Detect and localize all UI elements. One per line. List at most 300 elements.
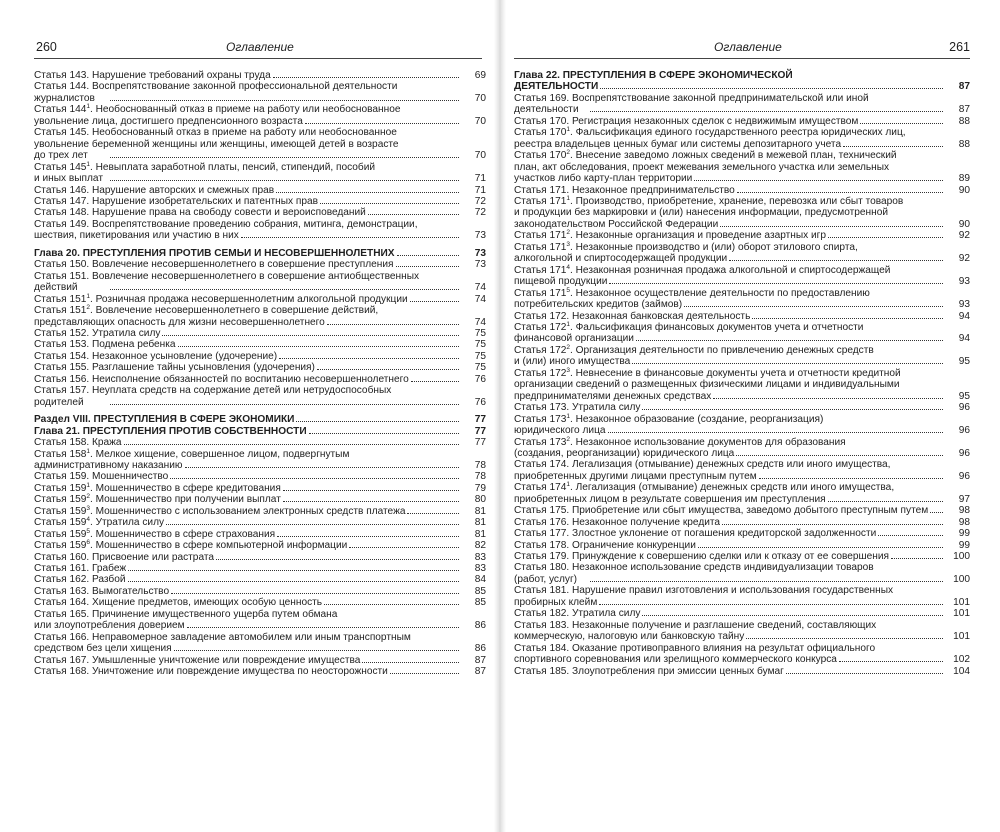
- dot-leader: [283, 490, 459, 491]
- toc-entry[interactable]: [34, 339, 486, 350]
- toc-entry-title-line: Статья 178. Ограничение конкуренции: [514, 539, 696, 551]
- toc-entry-title-line: Статья 145. Необоснованный отказ в приеме на работу или необоснованное: [34, 127, 397, 139]
- toc-chapter-heading[interactable]: [514, 70, 970, 93]
- toc-entry-title-line: Статья 185. Злоупотребления при эмиссии ценных бумаг: [514, 665, 784, 677]
- toc-entry-title-line: потребительских кредитов (займов): [514, 299, 683, 311]
- toc-entry[interactable]: [514, 585, 970, 608]
- toc-entry-title-line: Статья 172. Незаконная банковская деятельность: [514, 310, 751, 322]
- toc-page-number: 70: [474, 150, 486, 162]
- toc-entry-title-line: приобретенных лицом в результате совершения им преступления: [514, 493, 826, 505]
- toc-page-number: 71: [474, 184, 486, 196]
- dot-leader: [349, 547, 459, 548]
- toc-entry[interactable]: [514, 288, 970, 311]
- toc-entry-title-line: юридического лица: [514, 425, 606, 437]
- toc-entry[interactable]: [34, 529, 486, 540]
- toc-page-number: 92: [958, 230, 970, 242]
- dot-leader: [878, 535, 943, 536]
- toc-entry[interactable]: [514, 230, 970, 241]
- toc-entry-title-line: Статья $171^2$. Незаконные организация и проведение азартных игр: [514, 229, 826, 242]
- dot-leader: [608, 432, 944, 433]
- toc-entry-title-line: Статья 152. Утратила силу: [34, 327, 161, 339]
- dot-leader: [317, 369, 459, 370]
- toc-page-number: 98: [958, 516, 970, 528]
- toc-entry[interactable]: [34, 540, 486, 551]
- toc-entry-title-line: Статья $171^3$. Незаконные производство и (или) оборот этилового спирта,: [514, 240, 858, 253]
- toc-entry-title-line: Статья $159^2$. Мошенничество при получении выплат: [34, 493, 281, 506]
- toc-entry[interactable]: [34, 506, 486, 517]
- toc-page-number: 99: [958, 528, 970, 540]
- toc-entry[interactable]: [34, 219, 486, 242]
- toc-entry[interactable]: Статья 144. Воспрепятствование законной профессиональной деятельности журналистов 70: [34, 81, 486, 104]
- dot-leader: [752, 318, 943, 319]
- toc-page-number: 78: [474, 459, 486, 471]
- toc-entry-title-line: Статья 177. Злостное уклонение от погашения кредиторской задолженности: [514, 528, 877, 540]
- toc-entry[interactable]: [514, 414, 970, 437]
- page-number: 261: [949, 40, 970, 54]
- toc-entry[interactable]: [514, 322, 970, 345]
- dot-leader: [632, 363, 943, 364]
- toc-page-number: 101: [953, 608, 970, 620]
- toc-page-number: 80: [474, 494, 486, 506]
- toc-entry[interactable]: [34, 449, 486, 472]
- toc-page-number: 84: [474, 574, 486, 586]
- right-page: [504, 0, 1000, 832]
- dot-leader: [320, 203, 459, 204]
- toc-page-number: 96: [958, 425, 970, 437]
- toc-entry[interactable]: [34, 666, 486, 677]
- toc-entry[interactable]: [514, 185, 970, 196]
- dot-leader: [642, 615, 943, 616]
- dot-leader: [390, 673, 459, 674]
- toc-entry-title-line: Статья $172^2$. Организация деятельности по привлечению денежных средств: [514, 343, 874, 356]
- toc-entry-title-line: Статья 151. Вовлечение несовершеннолетнего в совершение антиобщественных: [34, 270, 420, 282]
- toc-entry-title-line: Статья $170^2$. Внесение заведомо ложных сведений в межевой план, технический: [514, 149, 897, 162]
- toc-page-number: 87: [474, 666, 486, 678]
- dot-leader: [684, 306, 943, 307]
- toc-page-number: 79: [474, 482, 486, 494]
- toc-entry[interactable]: [514, 517, 970, 528]
- toc-entry-title-line: Статья 150. Вовлечение несовершеннолетнего в совершение преступления: [34, 259, 394, 271]
- dot-leader: [736, 455, 943, 456]
- running-title: Оглавление: [226, 40, 294, 54]
- toc-page-number: 76: [474, 396, 486, 408]
- toc-entry[interactable]: [514, 620, 970, 643]
- dot-leader: [737, 192, 943, 193]
- toc-entry-title-line: Статья $174^1$. Легализация (отмывание) денежных средств или иного имущества,: [514, 481, 895, 494]
- dot-leader: [411, 381, 459, 382]
- table-of-contents: [34, 70, 486, 678]
- dot-leader: [828, 501, 943, 502]
- toc-entry[interactable]: [34, 207, 486, 218]
- toc-entry[interactable]: [514, 116, 970, 127]
- toc-page-number: 102: [953, 654, 970, 666]
- running-title: Оглавление: [714, 40, 782, 54]
- toc-page-number: 81: [474, 505, 486, 517]
- toc-entry-title-line: Статья 167. Умышленные уничтожение или повреждение имущества: [34, 654, 361, 666]
- toc-entry-title-line: Статья 157. Неуплата средств на содержание детей или нетрудоспособных: [34, 385, 392, 397]
- dot-leader: [609, 283, 943, 284]
- toc-entry-title-line: или злоупотребления доверием: [34, 620, 185, 632]
- toc-page-number: 73: [474, 247, 486, 259]
- toc-entry[interactable]: Статья 157. Неуплата средств на содержание детей или нетрудоспособных родителей 76: [34, 385, 486, 408]
- toc-entry-title-line: ДЕЯТЕЛЬНОСТИ: [514, 81, 599, 93]
- dot-leader: [642, 409, 943, 410]
- dot-leader: [241, 237, 459, 238]
- toc-page-number: 87: [958, 81, 970, 93]
- dot-leader: [729, 260, 943, 261]
- toc-page-number: 86: [474, 620, 486, 632]
- toc-page-number: 72: [474, 195, 486, 207]
- toc-entry-title-line: Статья $159^5$. Мошенничество в сфере страхования: [34, 527, 276, 540]
- toc-entry-title-line: Статья 180. Незаконное использование средств индивидуализации товаров: [514, 562, 874, 574]
- toc-entry-title-line: Статья $158^1$. Мелкое хищение, совершенное лицом, подвергнутым: [34, 447, 350, 460]
- toc-entry-title-line: Глава 21. ПРЕСТУПЛЕНИЯ ПРОТИВ СОБСТВЕННОСТИ: [34, 425, 307, 437]
- toc-entry-title-line: Статья 164. Хищение предметов, имеющих особую ценность: [34, 597, 323, 609]
- dot-leader: [185, 467, 460, 468]
- toc-entry[interactable]: [514, 551, 970, 562]
- toc-entry[interactable]: [514, 482, 970, 505]
- toc-entry[interactable]: [514, 528, 970, 539]
- toc-entry-title-line: административному наказанию: [34, 459, 183, 471]
- toc-page-number: 94: [958, 310, 970, 322]
- left-page: [0, 0, 496, 832]
- toc-entry-title-line: Статья 154. Незаконное усыновление (удочерение): [34, 350, 278, 362]
- toc-page-number: 85: [474, 597, 486, 609]
- toc-entry-title-line: Статья 175. Приобретение или сбыт имущества, заведомо добытого преступным путем: [514, 505, 929, 517]
- dot-leader: [786, 673, 943, 674]
- dot-leader: [368, 214, 459, 215]
- toc-entry-title-line: Статья 156. Неисполнение обязанностей по воспитанию несовершеннолетнего: [34, 373, 409, 385]
- toc-page-number: 69: [474, 70, 486, 81]
- dot-leader: [283, 501, 459, 502]
- dot-leader: [187, 627, 459, 628]
- dot-leader: [930, 512, 943, 513]
- toc-entry[interactable]: [34, 597, 486, 608]
- toc-entry[interactable]: [34, 294, 486, 305]
- toc-entry-title-line: Статья $159^1$. Мошенничество в сфере кредитования: [34, 481, 281, 494]
- toc-entry[interactable]: [34, 517, 486, 528]
- dot-leader: [759, 478, 943, 479]
- toc-entry-title-line: Статья 174. Легализация (отмывание) денежных средств или иного имущества,: [514, 459, 891, 471]
- toc-entry-title-line: увольнение беременной женщины или женщины, имеющей детей в возрасте: [34, 138, 399, 150]
- toc-entry-title-line: Статья 143. Нарушение требований охраны труда: [34, 70, 271, 81]
- dot-leader: [327, 324, 459, 325]
- dot-leader: [694, 180, 943, 181]
- toc-entry[interactable]: [514, 311, 970, 322]
- toc-entry[interactable]: [34, 632, 486, 655]
- toc-page-number: 89: [958, 173, 970, 185]
- toc-entry[interactable]: [34, 196, 486, 207]
- toc-page-number: 93: [958, 299, 970, 311]
- toc-page-number: 75: [474, 327, 486, 339]
- toc-entry-title-line: и продукции без маркировки и (или) нанесения информации, предусмотренной: [514, 207, 888, 219]
- toc-entry[interactable]: [34, 437, 486, 448]
- dot-leader: [178, 346, 459, 347]
- toc-page-number: 92: [958, 253, 970, 265]
- toc-page-number: 88: [958, 138, 970, 150]
- toc-page-number: 88: [958, 115, 970, 127]
- dot-leader: [722, 524, 943, 525]
- toc-entry-title-line: Статья $159^3$. Мошенничество с использованием электронных средств платежа: [34, 504, 406, 517]
- toc-entry-title-line: коммерческую, налоговую или банковскую тайну: [514, 631, 745, 643]
- dot-leader: [720, 226, 943, 227]
- toc-entry[interactable]: [514, 196, 970, 230]
- toc-entry[interactable]: [34, 574, 486, 585]
- toc-page-number: 77: [474, 414, 486, 426]
- toc-page-number: 74: [474, 282, 486, 294]
- toc-page-number: 96: [958, 470, 970, 482]
- toc-entry-title-line: Статья $159^6$. Мошенничество в сфере компьютерной информации: [34, 539, 348, 552]
- toc-page-number: 75: [474, 339, 486, 351]
- toc-entry-title-line: средством без цели хищения: [34, 643, 172, 655]
- dot-leader: [410, 301, 459, 302]
- toc-entry-title-line: алкогольной и спиртосодержащей продукции: [514, 253, 728, 265]
- toc-entry-title-line: Статья 182. Утратила силу: [514, 608, 641, 620]
- toc-entry-title-line: Статья 147. Нарушение изобретательских и патентных прав: [34, 195, 319, 207]
- toc-entry-title-line: представляющих опасность для жизни несовершеннолетнего: [34, 316, 325, 328]
- dot-leader: [110, 289, 459, 290]
- toc-page-number: 82: [474, 540, 486, 552]
- toc-entry[interactable]: [34, 563, 486, 574]
- toc-entry-title-line: участков либо карту-план территории: [514, 173, 693, 185]
- table-of-contents: [514, 70, 970, 677]
- dot-leader: [162, 335, 459, 336]
- toc-entry[interactable]: [34, 586, 486, 597]
- toc-entry-title-line: (создания, реорганизации) юридического лица: [514, 447, 735, 459]
- toc-entry[interactable]: [34, 70, 486, 81]
- toc-entry[interactable]: [514, 242, 970, 265]
- toc-chapter-heading[interactable]: [34, 414, 486, 425]
- toc-entry-title-line: Статья $151^2$. Вовлечение несовершеннолетнего в совершение действий,: [34, 304, 379, 317]
- toc-entry[interactable]: [514, 402, 970, 413]
- toc-entry-title-line: Статья 184. Оказание противоправного влияния на результат официального: [514, 642, 876, 654]
- toc-entry[interactable]: [34, 494, 486, 505]
- toc-entry[interactable]: [34, 362, 486, 373]
- toc-page-number: 81: [474, 528, 486, 540]
- dot-leader: [110, 180, 459, 181]
- toc-entry[interactable]: [514, 150, 970, 184]
- toc-page-number: 74: [474, 293, 486, 305]
- toc-entry[interactable]: [514, 345, 970, 368]
- toc-entry-title-line: Статья 176. Незаконное получение кредита: [514, 516, 721, 528]
- toc-page-number: 87: [474, 654, 486, 666]
- toc-page-number: 99: [958, 539, 970, 551]
- toc-entry-title-line: пробирных клейм: [514, 596, 598, 608]
- toc-entry[interactable]: [34, 655, 486, 666]
- dot-leader: [174, 650, 459, 651]
- toc-entry-title-line: Статья $171^5$. Незаконное осуществление деятельности по предоставлению: [514, 286, 870, 299]
- toc-chapter-heading[interactable]: [34, 426, 486, 437]
- toc-entry-title-line: Статья 163. Вымогательство: [34, 585, 170, 597]
- toc-entry[interactable]: [514, 127, 970, 150]
- toc-page-number: 93: [958, 276, 970, 288]
- toc-entry[interactable]: [514, 643, 970, 666]
- toc-entry[interactable]: [34, 609, 486, 632]
- toc-entry[interactable]: [514, 437, 970, 460]
- toc-page-number: 85: [474, 585, 486, 597]
- toc-page-number: 76: [474, 373, 486, 385]
- toc-entry-title-line: Статья $173^1$. Незаконное образование (создание, реорганизация): [514, 412, 824, 425]
- dot-leader: [273, 77, 459, 78]
- toc-entry[interactable]: [514, 540, 970, 551]
- toc-entry-title-line: Статья 159. Мошенничество: [34, 471, 169, 483]
- toc-page-number: 73: [474, 230, 486, 242]
- toc-page-number: 83: [474, 551, 486, 563]
- dot-leader: [590, 111, 943, 112]
- toc-entry[interactable]: [34, 374, 486, 385]
- toc-entry-title-line: шествия, пикетирования или участию в них: [34, 230, 239, 242]
- toc-entry[interactable]: [34, 328, 486, 339]
- toc-entry[interactable]: [514, 265, 970, 288]
- toc-page-number: 72: [474, 207, 486, 219]
- dot-leader: [171, 593, 459, 594]
- dot-leader: [397, 255, 459, 256]
- dot-leader: [407, 513, 459, 514]
- left-running-header: [34, 38, 482, 59]
- dot-leader: [839, 661, 943, 662]
- toc-entry-title-line: Статья $173^2$. Незаконное использование документов для образования: [514, 435, 846, 448]
- dot-leader: [166, 524, 459, 525]
- toc-page-number: 77: [474, 425, 486, 437]
- toc-page-number: 101: [953, 631, 970, 643]
- toc-entry-title-line: Статья 171. Незаконное предпринимательство: [514, 184, 735, 196]
- dot-leader: [746, 638, 943, 639]
- toc-page-number: 73: [474, 259, 486, 271]
- dot-leader: [599, 604, 943, 605]
- toc-entry-title-line: спортивного соревнования или зрелищного коммерческого конкурса: [514, 654, 837, 666]
- toc-entry-title-line: план, акт обследования, проект межевания земельного участка или земельных: [514, 161, 890, 173]
- toc-entry-title-line: Статья 160. Присвоение или растрата: [34, 551, 215, 563]
- page-number: 260: [36, 40, 57, 54]
- toc-page-number: 86: [474, 643, 486, 655]
- toc-entry[interactable]: [34, 104, 486, 127]
- toc-entry[interactable]: [34, 305, 486, 328]
- toc-page-number: 70: [474, 92, 486, 104]
- dot-leader: [843, 146, 943, 147]
- dot-leader: [713, 398, 943, 399]
- right-running-header: [514, 38, 970, 59]
- toc-entry[interactable]: [514, 368, 970, 402]
- toc-entry-title-line: Статья $145^1$. Невыплата заработной платы, пенсий, стипендий, пособий: [34, 160, 376, 173]
- toc-entry-title-line: Статья 162. Разбой: [34, 574, 126, 586]
- toc-page-number: 100: [953, 573, 970, 585]
- toc-page-number: 70: [474, 115, 486, 127]
- dot-leader: [170, 478, 459, 479]
- toc-page-number: 95: [958, 390, 970, 402]
- toc-entry[interactable]: [34, 259, 486, 270]
- toc-page-number: 78: [474, 471, 486, 483]
- toc-entry-title-line: Раздел VIII. ПРЕСТУПЛЕНИЯ В СФЕРЕ ЭКОНОМИКИ: [34, 414, 295, 426]
- toc-entry[interactable]: [514, 666, 970, 677]
- toc-entry-title-line: законодательством Российской Федерации: [514, 218, 719, 230]
- dot-leader: [279, 358, 459, 359]
- dot-leader: [296, 421, 459, 422]
- toc-entry-title-line: Статья $151^1$. Розничная продажа несовершеннолетним алкогольной продукции: [34, 292, 408, 305]
- toc-page-number: 94: [958, 333, 970, 345]
- toc-page-number: 90: [958, 184, 970, 196]
- toc-page-number: 101: [953, 596, 970, 608]
- toc-page-number: 104: [953, 665, 970, 677]
- toc-page-number: 75: [474, 350, 486, 362]
- toc-entry-title-line: организации сведений о размещенных физическими лицами и индивидуальными: [514, 379, 900, 391]
- toc-entry-title-line: Статья $144^1$. Необоснованный отказ в приеме на работу или необоснованное: [34, 103, 401, 116]
- dot-leader: [276, 192, 459, 193]
- toc-page-number: 74: [474, 316, 486, 328]
- toc-entry-title-line: Глава 20. ПРЕСТУПЛЕНИЯ ПРОТИВ СЕМЬИ И НЕСОВЕРШЕННОЛЕТНИХ: [34, 247, 395, 259]
- toc-entry[interactable]: [514, 459, 970, 482]
- toc-entry-title-line: Статья 179. Принуждение к совершению сделки или к отказу от ее совершения: [514, 551, 890, 563]
- toc-page-number: 98: [958, 505, 970, 517]
- toc-entry-title-line: увольнение лица, достигшего предпенсионного возраста: [34, 115, 303, 127]
- toc-entry-title-line: Статья 153. Подмена ребенка: [34, 339, 176, 351]
- toc-chapter-heading[interactable]: [34, 248, 486, 259]
- toc-entry[interactable]: [34, 471, 486, 482]
- dot-leader: [277, 536, 459, 537]
- toc-entry-title-line: пищевой продукции: [514, 276, 608, 288]
- toc-entry-title-line: Статья $171^4$. Незаконная розничная продажа алкогольной и спиртосодержащей: [514, 263, 891, 276]
- toc-entry-title-line: Статья 173. Утратила силу: [514, 402, 641, 414]
- toc-entry-title-line: Статья $172^1$. Фальсификация финансовых документов учета и отчетности: [514, 320, 864, 333]
- toc-entry-title-line: Статья 144. Воспрепятствование законной профессиональной деятельности: [34, 81, 398, 93]
- dot-leader: [698, 547, 943, 548]
- toc-entry-title-line: Статья 149. Воспрепятствование проведению собрания, митинга, демонстрации,: [34, 218, 418, 230]
- dot-leader: [891, 558, 943, 559]
- toc-entry-title-line: реестра владельцев ценных бумаг или системы депозитарного учета: [514, 138, 842, 150]
- toc-entry[interactable]: [34, 185, 486, 196]
- toc-entry-title-line: Статья 183. Незаконные получение и разглашение сведений, составляющих: [514, 619, 877, 631]
- toc-entry[interactable]: Статья 145. Необоснованный отказ в приеме на работу или необоснованное увольнение беременной женщины или женщины, имеющей детей в возрасте до трех лет 70: [34, 127, 486, 162]
- toc-page-number: 81: [474, 517, 486, 529]
- toc-entry-title-line: Статья 170. Регистрация незаконных сделок с недвижимым имуществом: [514, 115, 859, 127]
- toc-entry-title-line: Статья $170^1$. Фальсификация единого государственного реестра юридических лиц,: [514, 126, 906, 139]
- dot-leader: [305, 123, 459, 124]
- toc-entry-title-line: Статья 166. Неправомерное завладение автомобилем или иным транспортным: [34, 631, 411, 643]
- toc-entry[interactable]: Статья $145^1$. Невыплата заработной платы, пенсий, стипендий, пособий и иных выплат 71: [34, 160, 486, 185]
- dot-leader: [590, 581, 943, 582]
- toc-page-number: 83: [474, 563, 486, 575]
- dot-leader: [860, 123, 943, 124]
- toc-entry-title-line: и (или) иного имущества: [514, 356, 631, 368]
- toc-entry-title-line: Статья $159^4$. Утратила силу: [34, 516, 165, 529]
- toc-entry-title-line: предпринимателями денежных средствах: [514, 390, 712, 402]
- toc-entry-title-line: Статья $172^3$. Невнесение в финансовые документы учета и отчетности кредитной: [514, 366, 901, 379]
- dot-leader: [396, 266, 459, 267]
- toc-entry[interactable]: Статья 169. Воспрепятствование законной предпринимательской или иной деятельности 87: [514, 92, 970, 116]
- dot-leader: [110, 404, 459, 405]
- toc-page-number: 77: [474, 437, 486, 449]
- toc-entry[interactable]: [34, 552, 486, 563]
- dot-leader: [324, 604, 459, 605]
- toc-entry[interactable]: [514, 608, 970, 619]
- toc-entry-title-line: приобретенных другими лицами преступным путем: [514, 470, 757, 482]
- toc-entry[interactable]: [514, 505, 970, 516]
- toc-entry-title-line: финансовой организации: [514, 333, 634, 345]
- dot-leader: [110, 157, 459, 158]
- toc-entry[interactable]: Статья 151. Вовлечение несовершеннолетнего в совершение антиобщественных действий 74: [34, 270, 486, 294]
- dot-leader: [124, 444, 459, 445]
- toc-entry-title-line: Статья 165. Причинение имущественного ущерба путем обмана: [34, 608, 338, 620]
- toc-entry-title-line: Статья 181. Нарушение правил изготовления и использования государственных: [514, 585, 894, 597]
- toc-entry[interactable]: [34, 483, 486, 494]
- dot-leader: [110, 100, 459, 101]
- toc-page-number: 75: [474, 362, 486, 374]
- dot-leader: [828, 237, 943, 238]
- toc-entry[interactable]: Статья 180. Незаконное использование средств индивидуализации товаров (работ, услуг) 100: [514, 562, 970, 585]
- toc-page-number: 95: [958, 356, 970, 368]
- toc-entry[interactable]: [34, 351, 486, 362]
- toc-page-number: 90: [958, 218, 970, 230]
- toc-entry-title-line: Статья 158. Кража: [34, 437, 122, 449]
